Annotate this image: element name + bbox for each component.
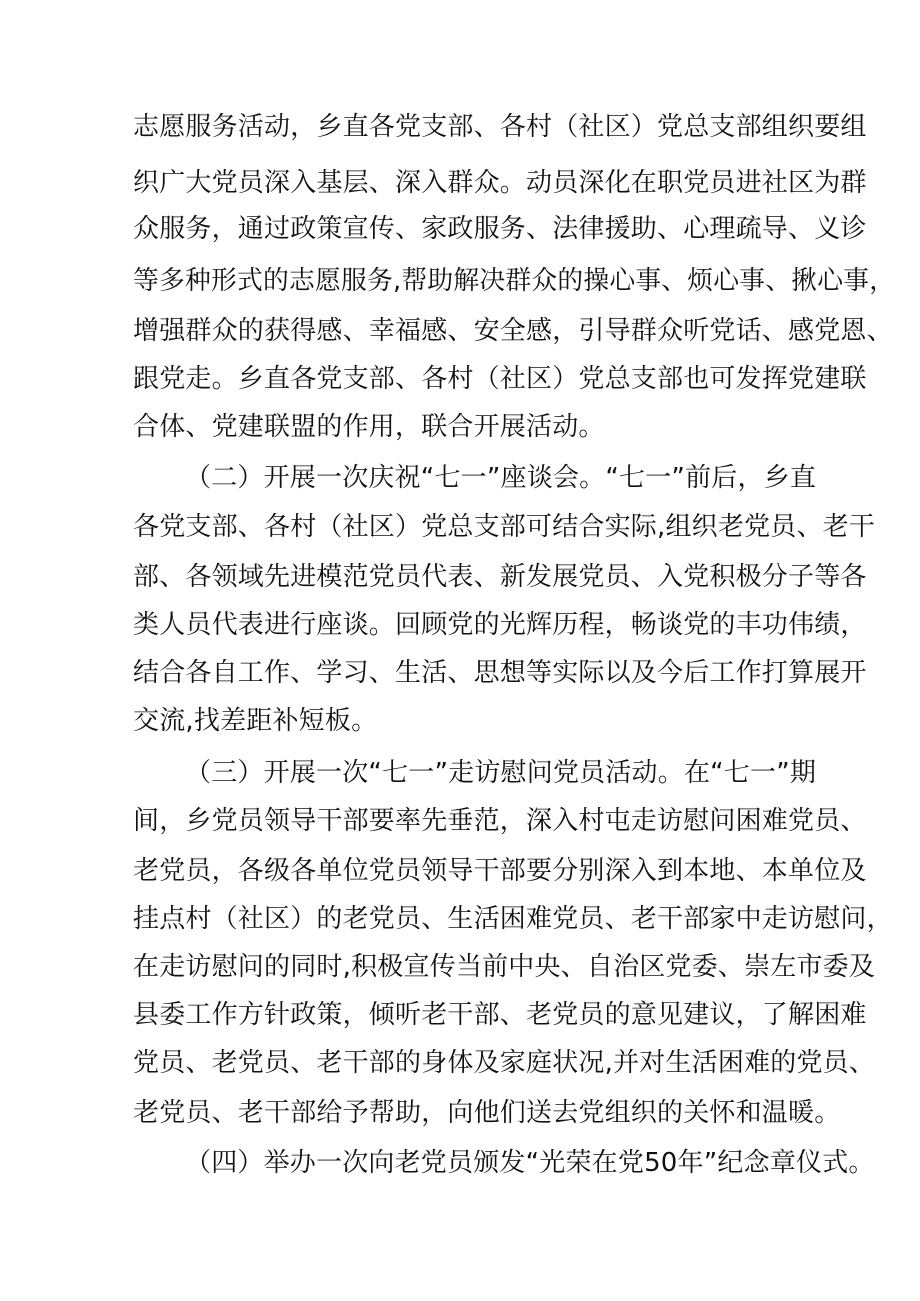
text-line: 老党员，各级各单位党员领导干部要分别深入到本地、本单位及 [133,856,867,886]
text-line: 结合各自工作、学习、生活、思想等实际以及今后工作打算展开 [133,658,867,688]
text-line: 跟党走。乡直各党支部、各村（社区）党总支部也可发挥党建联 [133,364,867,394]
text-line: 类人员代表进行座谈。回顾党的光辉历程，畅谈党的丰功伟绩， [133,610,867,640]
text-line: 织广大党员深入基层、深入群众。动员深化在职党员进社区为群 [133,168,867,198]
text-line: 增强群众的获得感、幸福感、安全感，引导群众听党话、感党恩、 [133,316,893,346]
text-line: 各党支部、各村（社区）党总支部可结合实际,组织老党员、老干 [133,512,876,542]
text-line: 志愿服务活动，乡直各党支部、各村（社区）党总支部组织要组 [133,112,867,142]
paragraph-4-heading: （四）举办一次向老党员颁发“光荣在党50年”纪念章仪式。 [185,1148,875,1178]
paragraph-3-heading: （三）开展一次“七一”走访慰问党员活动。在“七一”期 [185,758,817,788]
text-line: 部、各领域先进模范党员代表、新发展党员、入党积极分子等各 [133,562,867,592]
text-line: 党员、老党员、老干部的身体及家庭状况,并对生活困难的党员、 [133,1048,876,1078]
text-line: 等多种形式的志愿服务,帮助解决群众的操心事、烦心事、揪心事， [133,266,896,296]
text-line: 在走访慰问的同时,积极宣传当前中央、自治区党委、崇左市委及 [133,952,876,982]
text-line: 众服务，通过政策宣传、家政服务、法律援助、心理疏导、义诊 [133,214,867,244]
text-line: 交流,找差距补短板。 [133,706,378,736]
text-line: 县委工作方针政策，倾听老干部、老党员的意见建议，了解困难 [133,1000,867,1030]
text-line: 挂点村（社区）的老党员、生活困难党员、老干部家中走访慰问， [133,904,893,934]
paragraph-2-heading: （二）开展一次庆祝“七一”座谈会。“七一”前后，乡直 [185,463,817,493]
text-line: 间，乡党员领导干部要率先垂范，深入村屯走访慰问困难党员、 [133,806,867,836]
text-line: 老党员、老干部给予帮助，向他们送去党组织的关怀和温暖。 [133,1098,841,1128]
text-line: 合体、党建联盟的作用，联合开展活动。 [133,412,605,442]
